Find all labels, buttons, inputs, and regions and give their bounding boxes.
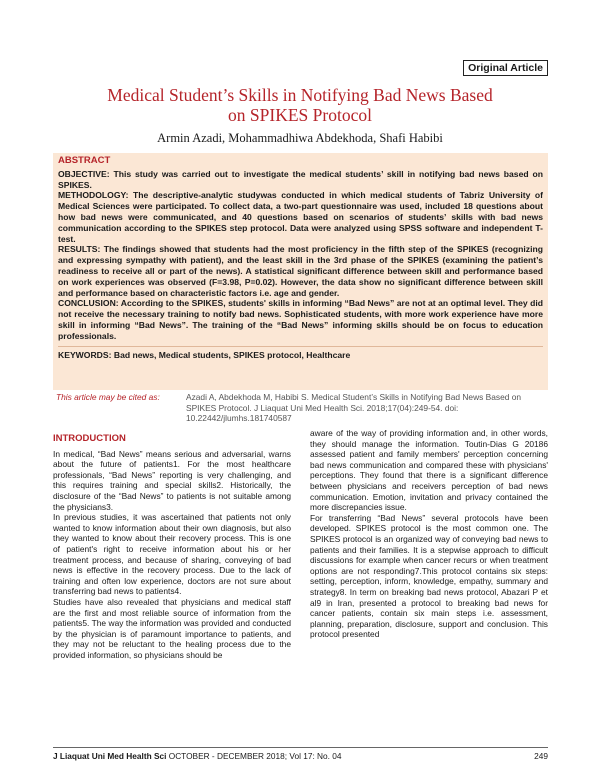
abstract-keywords: KEYWORDS: Bad news, Medical students, SPIKES protocol, Healthcare xyxy=(58,346,543,361)
abstract-methodology: METHODOLOGY: The descriptive-analytic studywas conducted in which medical students of Tabriz University of Medical Sciences were participated. To collect data, a two-part questionnaire was used, included 18 questions about how bad news were communicated, and 40 questions based on scenarios of students’ skills with bad news communication according to the SPIKES step protocol. Data were analyzed using SPSS software and independent T-test. xyxy=(58,190,543,244)
page-footer xyxy=(53,747,548,761)
article-type-badge: Original Article xyxy=(463,60,548,76)
author-list: Armin Azadi, Mohammadhiwa Abdekhoda, Shafi Habibi xyxy=(157,131,443,145)
right-paragraph-1: aware of the way of providing information and, in other words, they should manage the information. Toutin-Dias G 20186 assessed patient and family members' perception concerning bad news communication and compared these with physicians' perceptions. They found that there is a significant difference between physicians and receivers perception of bad news communication. Emotion, invitation and privacy contained the more discrepancies issue. xyxy=(310,428,548,513)
abstract-objective: OBJECTIVE: This study was carried out to investigate the medical students’ skill in notifying bad news based on SPIKES. xyxy=(58,168,543,190)
intro-paragraph-3: Studies have also revealed that physicians and medical staff are the first and most reliable source of information from the patients5. The way the information was provided and conducted by the physician is of paramount importance to patients, and they may not be reluctant to the healing process due to the provided information, so physicians should be xyxy=(53,596,291,660)
abstract-heading: ABSTRACT xyxy=(58,155,111,166)
citation-label: This article may be cited as: xyxy=(56,392,160,402)
article-title xyxy=(0,85,600,125)
abstract-box xyxy=(53,153,548,390)
intro-paragraph-1: In medical, “Bad News” means serious and adversarial, warns about the future of patients1. For the most healthcare professionals, “Bad News” reporting is very challenging, and this requires training and special skills2. Historically, the disclosure of the “Bad News” to patients is not suitable among the physicians3. xyxy=(53,448,291,512)
citation-text[interactable]: Azadi A, Abdekhoda M, Habibi S. Medical Student’s Skills in Notifying Bad News Based on SPIKES Protocol. J Liaquat Uni Med Health Sci. 2018;17(04):249-54. doi: 10.22442/jlumhs.181740587 xyxy=(186,392,522,423)
section-heading-introduction: INTRODUCTION xyxy=(53,433,126,444)
title-line-2: on SPIKES Protocol xyxy=(228,105,372,125)
abstract-results: RESULTS: The findings showed that students had the most proficiency in the fifth step of the SPIKES (recognizing and expressing sympathy with patient), and the least skill in the 3rd phase of the SPIKES (examining the patient’s readiness to receive all or part of the news). A statistical significant difference between skill and performance based on work experiences was observed (F=3.98, P=0.02). However, the data show no significant difference between skill and performance based on characteristic factors i.e. age and gender. xyxy=(58,244,543,298)
right-column xyxy=(310,428,548,640)
left-column xyxy=(53,428,291,660)
title-line-1: Medical Student’s Skills in Notifying Bad News Based xyxy=(107,85,493,105)
right-paragraph-2: For transferring “Bad News” several protocols have been developed. SPIKES protocol is the most common one. The SPIKES protocol is an organized way of conveying bad news to patients and their families. It is a stepwise approach to difficult discussions for example when cancer recurs or when treatment options are not responding7.This protocol contains six steps: setting, perception, inform, knowledge, empathy, summary and strategy8. In term on breaking bad news protocol, Abazari P et al9 in Iran, presented a protocol to breaking bad news for cancer patients, contain six main steps i.e. assessment, planning, preparation, disclosure, support and conclusion. This protocol presented xyxy=(310,512,548,640)
footer-issue: OCTOBER - DECEMBER 2018; Vol 17: No. 04 xyxy=(168,751,342,761)
abstract-conclusion: CONCLUSION: According to the SPIKES, students' skills in informing “Bad News” are not at an optimal level. They did not receive the necessary training to notify bad news. Sophisticated students, with more work experience have more skill in informing “Bad News”. The training of the “Bad News” informing skills should be on focus to education professionals. xyxy=(58,298,543,341)
intro-paragraph-2: In previous studies, it was ascertained that patients not only wanted to know information about their own diagnosis, but also they wanted to know about their recovery process. This is one of patient's right to receive information about his or her treatment process, and because of sharing, conveying of bad news is effective in the recovery process. Due to the lack of training and often low experience, doctors are not sure about transferring bad news to patients4. xyxy=(53,512,291,597)
footer-journal-name: J Liaquat Uni Med Health Sci xyxy=(53,751,167,761)
page-number: 249 xyxy=(534,751,548,761)
